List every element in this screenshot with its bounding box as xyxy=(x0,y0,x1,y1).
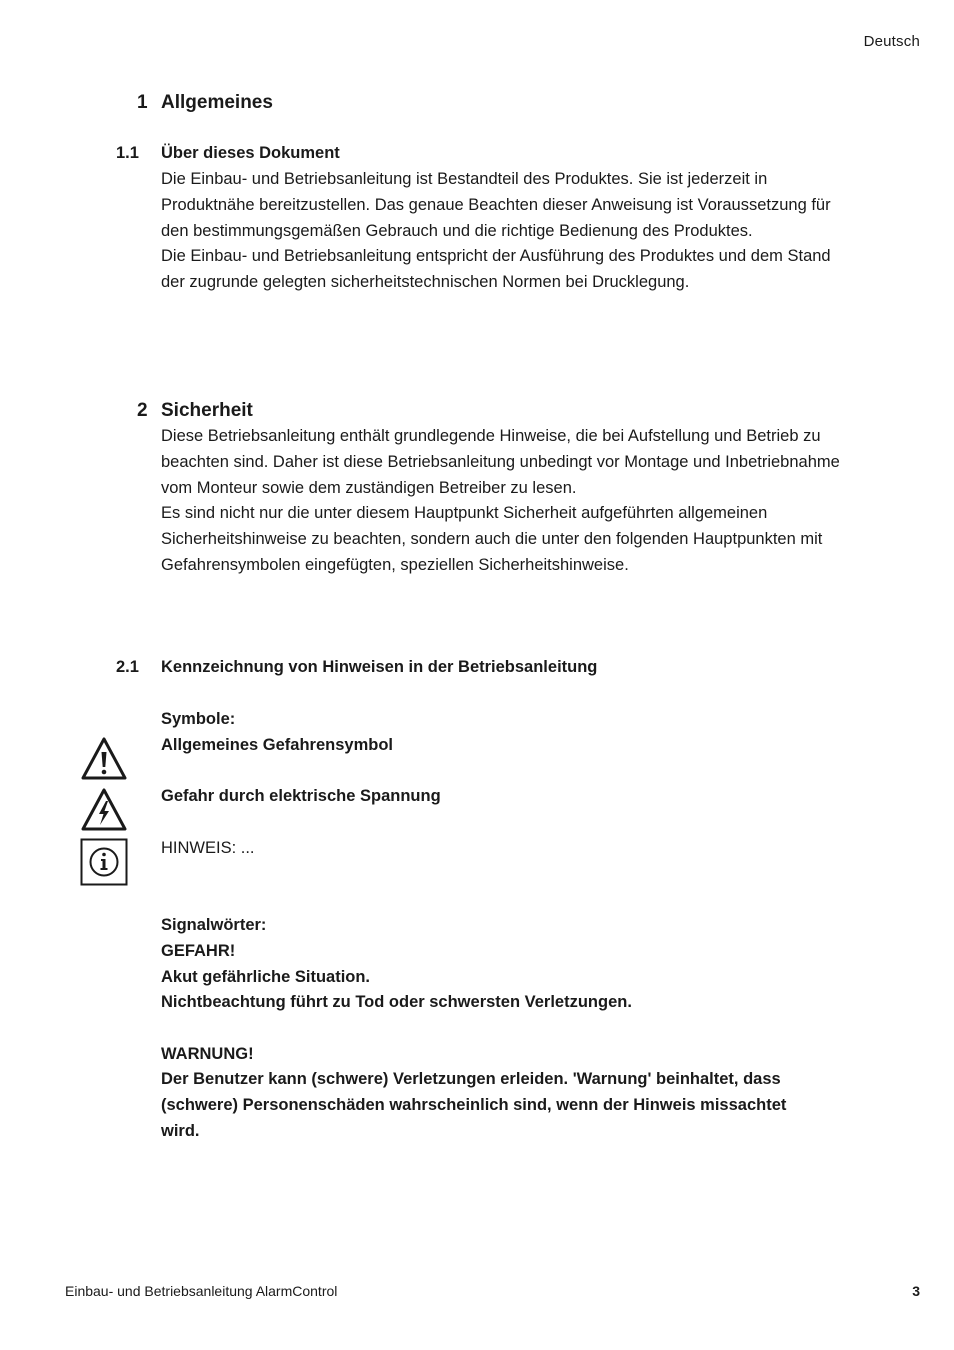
info-icon xyxy=(80,838,128,886)
warning-description: Der Benutzer kann (schwere) Verletzungen erleiden. 'Warnung' beinhaltet, dass (schwere) Personenschäden wahrscheinlich sind, wenn der Hinweis missachtet wird. xyxy=(161,1070,787,1140)
section-1-1-number: 1.1 xyxy=(116,144,139,162)
section-2-number: 2 xyxy=(137,400,148,421)
paragraph: Diese Betriebsanleitung enthält grundlegende Hinweise, die bei Aufstellung und Betrieb zu beachten sind. Daher ist diese Betriebsanleitung unbedingt vor Montage und Inbetriebnahme vom Monteur sowie dem zuständigen Betreiber zu lesen. xyxy=(161,427,840,497)
paragraph: Es sind nicht nur die unter diesem Hauptpunkt Sicherheit aufgeführten allgemeinen Sicherheitshinweise zu beachten, sondern auch die unter den folgenden Hauptpunkten mit Gefahrensymbolen eingefügten, speziellen Sicherheitshinweise. xyxy=(161,504,823,574)
signal-words-label: Signalwörter: xyxy=(161,916,267,934)
section-2-1-number: 2.1 xyxy=(116,658,139,676)
symbols-label: Symbole: xyxy=(161,710,236,728)
section-2-title: Sicherheit xyxy=(161,400,253,421)
section-1-1-title: Über dieses Dokument xyxy=(161,144,340,162)
danger-consequence: Nichtbeachtung führt zu Tod oder schwersten Verletzungen. xyxy=(161,993,632,1011)
warning-triangle-icon xyxy=(80,736,128,784)
section-1-number: 1 xyxy=(137,92,148,113)
paragraph: Die Einbau- und Betriebsanleitung ist Bestandteil des Produktes. Sie ist jederzeit in Produktnähe bereitzustellen. Das genaue Beachten dieser Anweisung ist Voraussetzung für den bestimmungsgemäßen Gebrauch und die richtige Bedienung des Produktes. xyxy=(161,170,831,240)
footer-document-title: Einbau- und Betriebsanleitung AlarmControl xyxy=(65,1283,338,1299)
section-2-1-title: Kennzeichnung von Hinweisen in der Betriebsanleitung xyxy=(161,658,598,676)
paragraph: Die Einbau- und Betriebsanleitung entspricht der Ausführung des Produktes und dem Stand der zugrunde gelegten sicherheitstechnischen Normen bei Drucklegung. xyxy=(161,247,831,292)
section-1-1-body xyxy=(161,167,841,296)
danger-word: GEFAHR! xyxy=(161,942,236,960)
danger-description: Akut gefährliche Situation. xyxy=(161,968,371,986)
page-number: 3 xyxy=(912,1283,920,1299)
warning-word: WARNUNG! xyxy=(161,1045,254,1063)
header-language: Deutsch xyxy=(863,33,920,50)
electric-hazard-icon xyxy=(80,787,128,835)
symbol-note-label: HINWEIS: ... xyxy=(161,839,255,857)
section-1-title: Allgemeines xyxy=(161,92,273,113)
symbol-general-label: Allgemeines Gefahrensymbol xyxy=(161,736,393,754)
section-2-body xyxy=(161,424,841,579)
symbol-electric-label: Gefahr durch elektrische Spannung xyxy=(161,787,441,805)
